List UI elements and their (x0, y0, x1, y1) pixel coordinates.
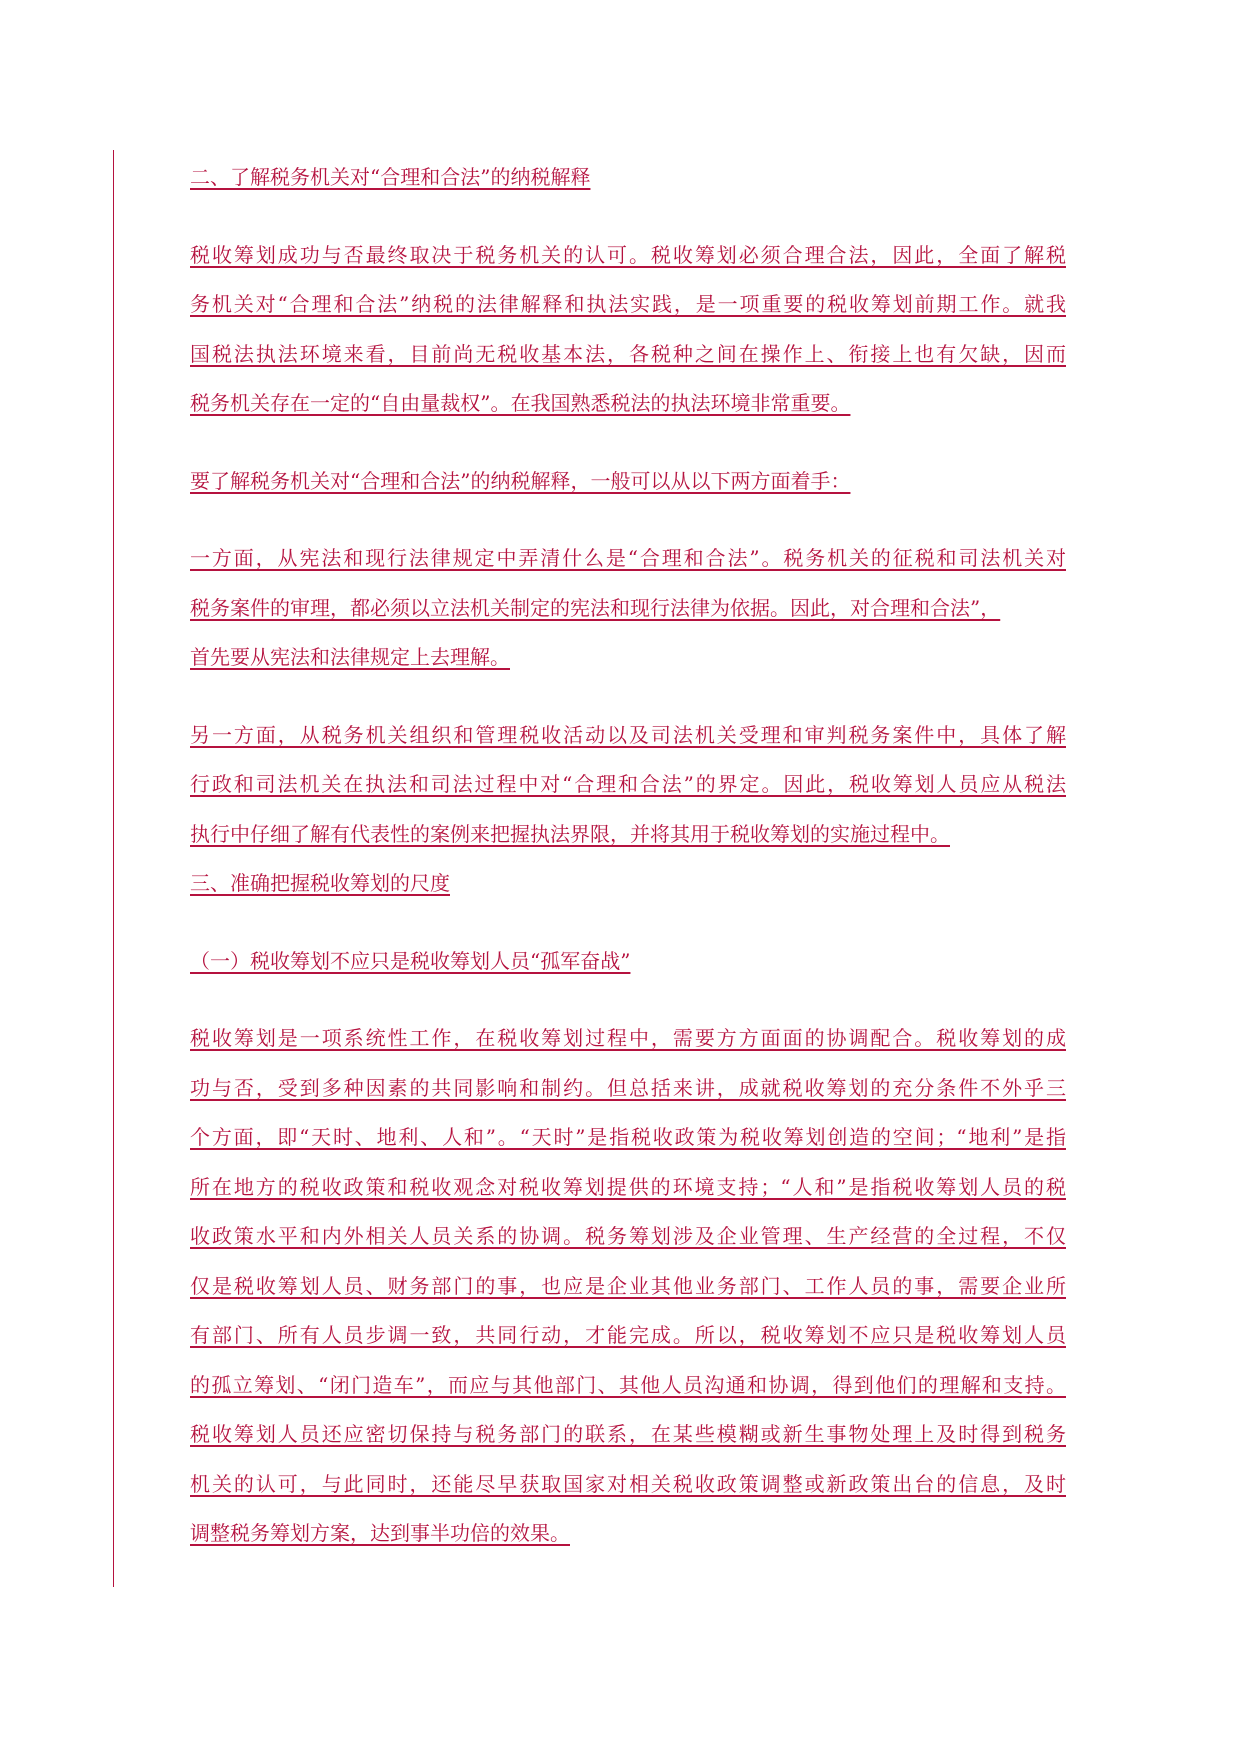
section-heading: 三、准确把握税收筹划的尺度 (190, 871, 450, 895)
text-line: 所在地方的税收政策和税收观念对税收筹划提供的环境支持；“人和”是指税收筹划人员的税 (190, 1174, 1066, 1199)
paragraph (190, 236, 1066, 434)
margin-line (113, 150, 114, 1587)
text-line: 务机关对“合理和合法”纳税的法律解释和执法实践，是一项重要的税收筹划前期工作。就我 (190, 292, 1066, 316)
text-line: 的孤立筹划、“闭门造车”，而应与其他部门、其他人员沟通和协调，得到他们的理解和支持。 (190, 1372, 1066, 1397)
text-line: 机关的认可，与此同时，还能尽早获取国家对相关税收政策调整或新政策出台的信息，及时 (190, 1471, 1066, 1496)
text-line: 国税法执法环境来看，目前尚无税收基本法，各税种之间在操作上、衔接上也有欠缺，因而 (190, 341, 1066, 366)
text-line: 另一方面，从税务机关组织和管理税收活动以及司法机关受理和审判税务案件中，具体了解 (190, 722, 1066, 747)
text-line: 税收筹划是一项系统性工作，在税收筹划过程中，需要方方面面的协调配合。税收筹划的成 (190, 1026, 1066, 1050)
text-line: 行政和司法机关在执法和司法过程中对“合理和合法”的界定。因此，税收筹划人员应从税法 (190, 772, 1066, 796)
text-line: 税收筹划人员还应密切保持与税务部门的联系，在某些模糊或新生事物处理上及时得到税务 (190, 1422, 1066, 1446)
section-heading: 二、了解税务机关对“合理和合法”的纳税解释 (190, 165, 591, 189)
text-line: 仅是税收筹划人员、财务部门的事，也应是企业其他业务部门、工作人员的事，需要企业所 (190, 1273, 1066, 1298)
paragraph (190, 716, 1066, 865)
text-line: 个方面，即“天时、地利、人和”。“天时”是指税收政策为税收筹划创造的空间；“地利”是指 (190, 1125, 1066, 1149)
text-line: 一方面，从宪法和现行法律规定中弄清什么是“合理和合法”。税务机关的征税和司法机关对 (190, 546, 1066, 570)
paragraph: 要了解税务机关对“合理和合法”的纳税解释，一般可以从以下两方面着手： (190, 468, 851, 493)
text-line: 调整税务筹划方案，达到事半功倍的效果。 (190, 1521, 570, 1545)
sub-heading: （一）税收筹划不应只是税收筹划人员“孤军奋战” (190, 948, 631, 973)
text-line: 税收筹划成功与否最终取决于税务机关的认可。税收筹划必须合理合法，因此，全面了解税 (190, 242, 1066, 267)
text-line: 首先要从宪法和法律规定上去理解。 (190, 645, 510, 669)
paragraph (190, 539, 1066, 688)
text-line: 执行中仔细了解有代表性的案例来把握执法界限，并将其用于税收筹划的实施过程中。 (190, 821, 950, 846)
text-line: 收政策水平和内外相关人员关系的协调。税务筹划涉及企业管理、生产经营的全过程，不仅 (190, 1224, 1066, 1248)
text-line: 功与否，受到多种因素的共同影响和制约。但总括来讲，成就税收筹划的充分条件不外乎三 (190, 1075, 1066, 1100)
paragraph (190, 1019, 1066, 1564)
text-line: 有部门、所有人员步调一致，共同行动，才能完成。所以，税收筹划不应只是税收筹划人员 (190, 1323, 1066, 1347)
text-line: 税务案件的审理，都必须以立法机关制定的宪法和现行法律为依据。因此，对合理和合法”， (190, 595, 1001, 620)
document-body (190, 158, 1066, 1564)
text-line: 税务机关存在一定的“自由量裁权”。在我国熟悉税法的执法环境非常重要。 (190, 391, 851, 415)
